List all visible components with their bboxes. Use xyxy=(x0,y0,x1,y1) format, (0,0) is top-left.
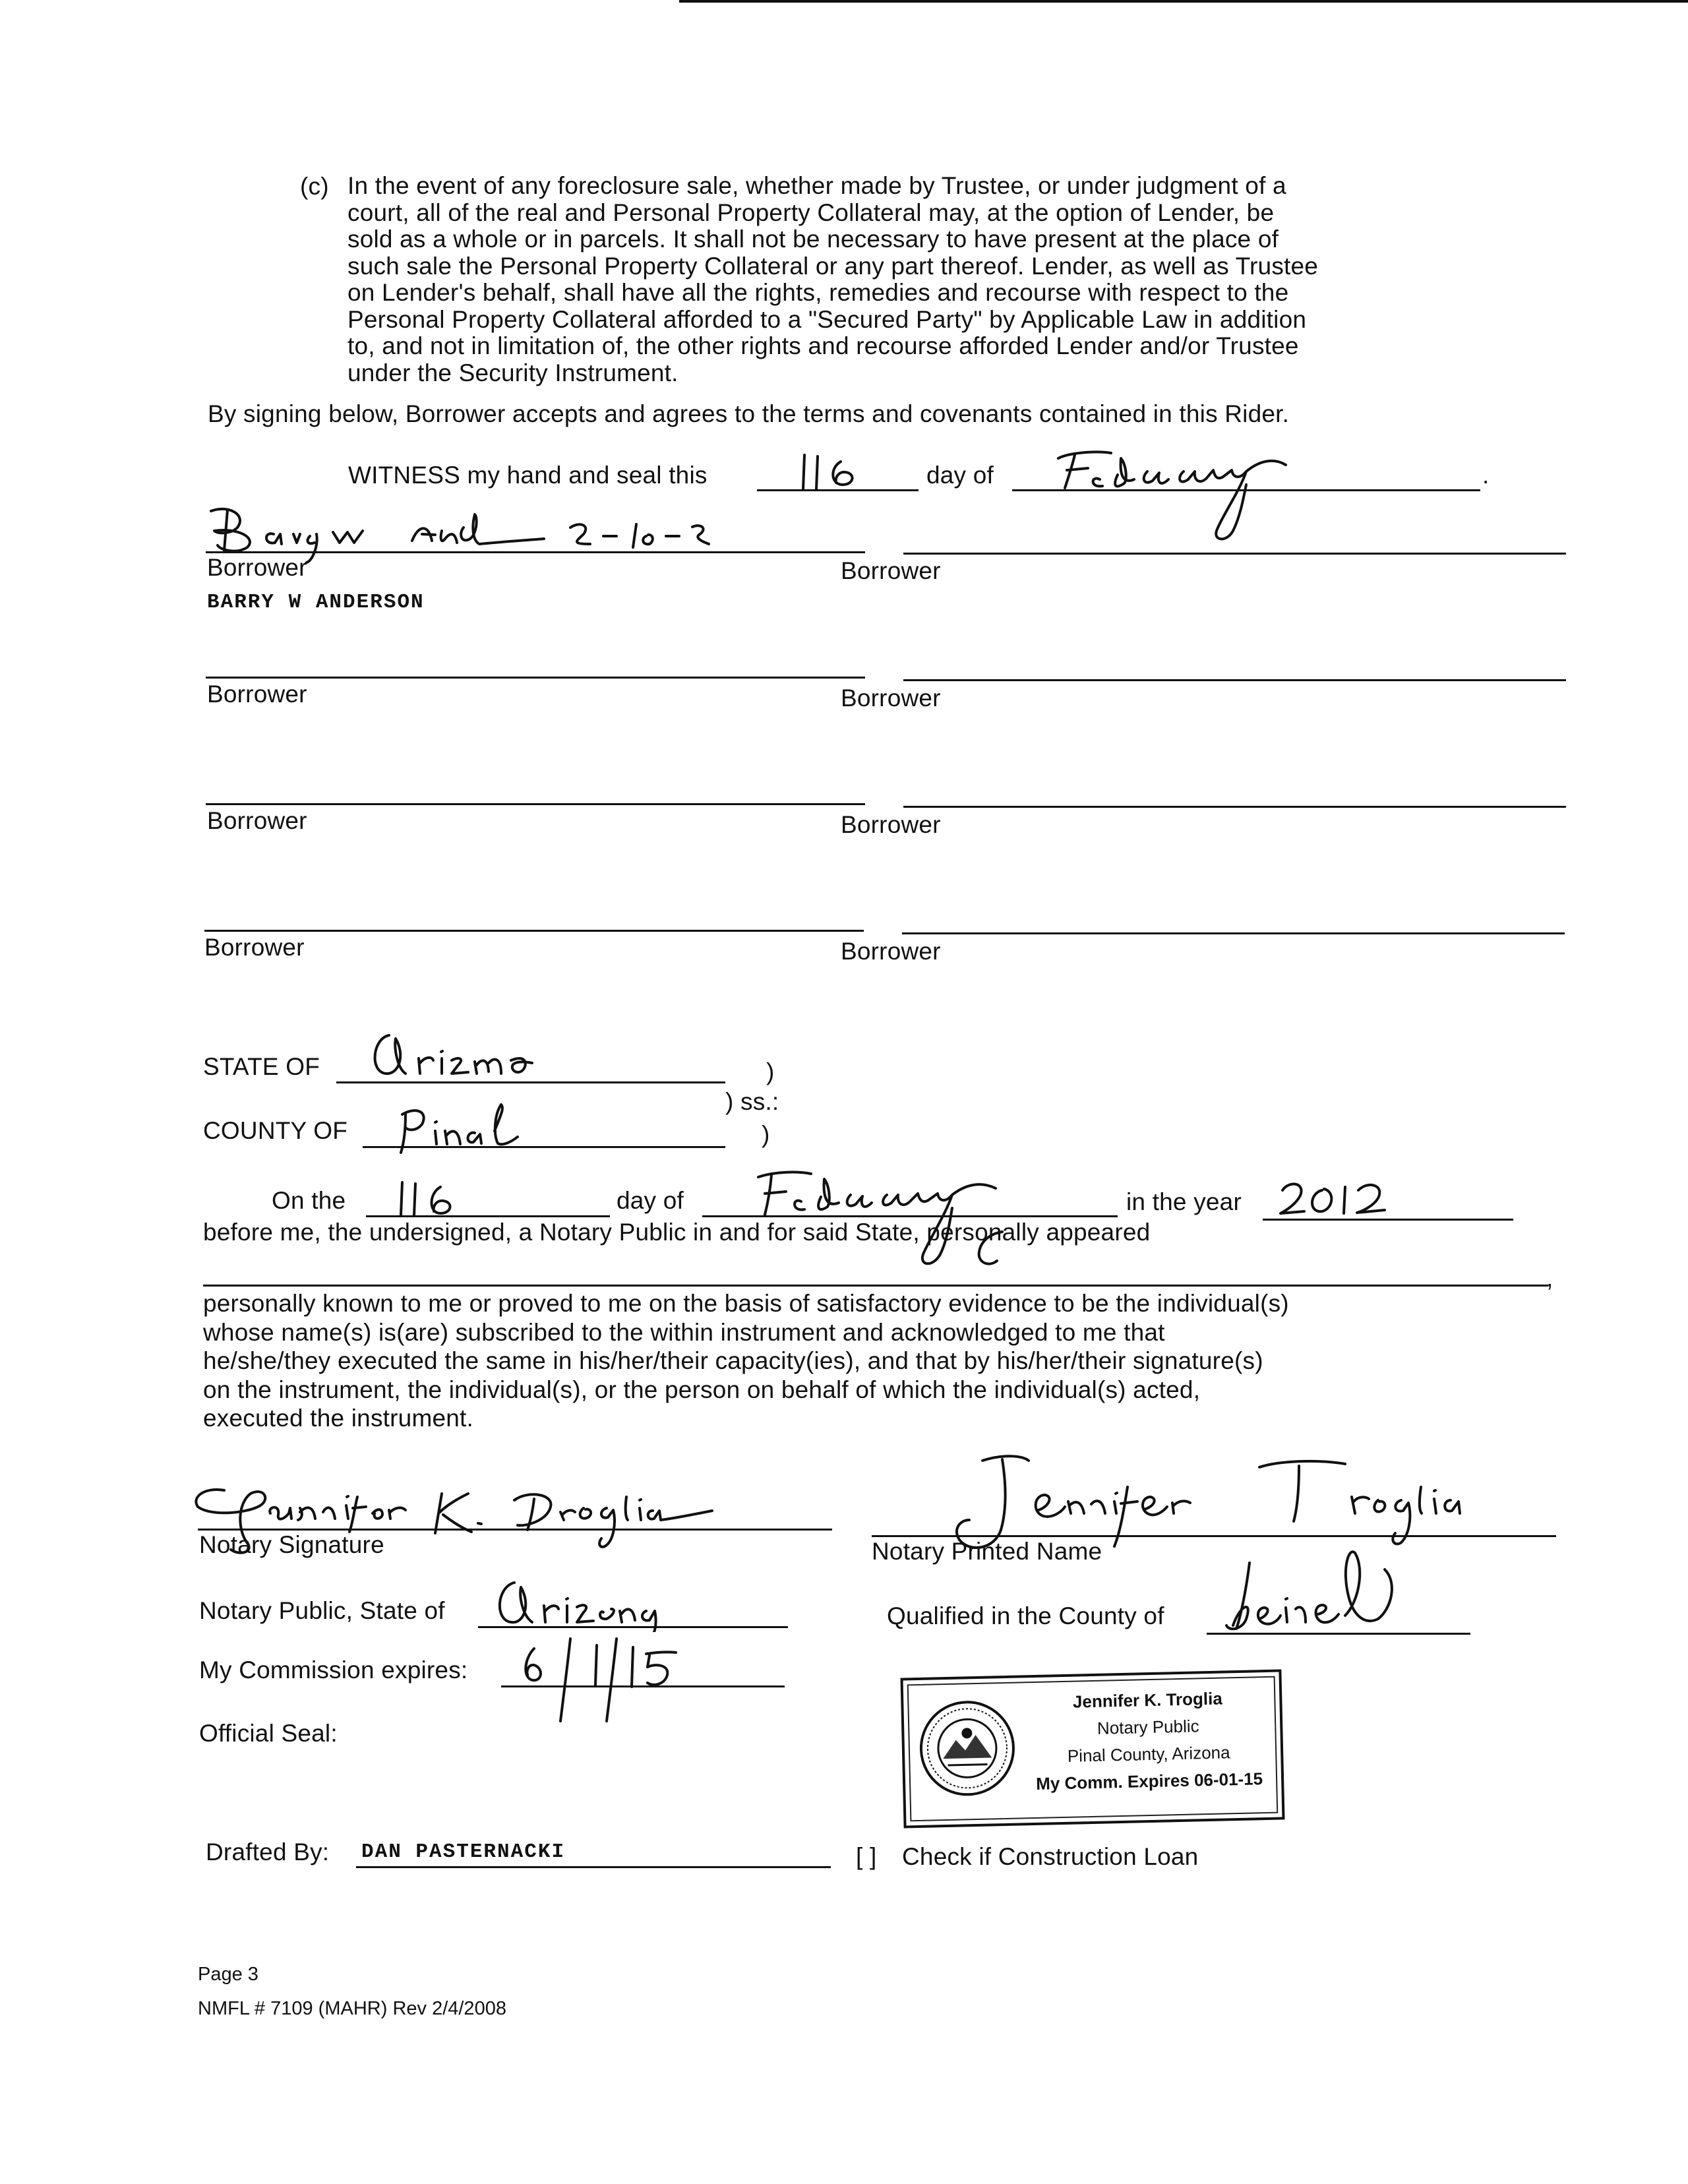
notary-body-text xyxy=(203,1289,1575,1433)
clause-c-line: under the Security Instrument. xyxy=(347,359,678,386)
on-day-handwriting xyxy=(389,1177,481,1220)
year-handwriting xyxy=(1273,1170,1404,1220)
borrower-line-2a xyxy=(206,677,865,679)
appeared-line-comma: , xyxy=(1546,1265,1553,1292)
form-id: NMFL # 7109 (MAHR) Rev 2/4/2008 xyxy=(198,1998,506,2019)
witness-month-handwriting xyxy=(1048,439,1325,547)
witness-middle: day of xyxy=(926,462,994,489)
witness-day-handwriting xyxy=(791,448,877,495)
borrower-label: Borrower xyxy=(841,811,941,838)
borrower-label: Borrower xyxy=(207,807,307,834)
clause-c-line: to, and not in limitation of, the other rights and recourse afforded Lender and/or Trustee xyxy=(347,332,1299,359)
drafted-by-value: DAN PASTERNACKI xyxy=(361,1840,566,1864)
borrower-label: Borrower xyxy=(841,557,941,584)
stamp-line: Jennifer K. Troglia xyxy=(1072,1688,1223,1712)
drafted-by-line xyxy=(356,1866,831,1868)
borrower-label: Borrower xyxy=(841,938,941,965)
arizona-seal-icon xyxy=(917,1698,1017,1799)
appeared-line xyxy=(203,1285,1548,1287)
state-paren: ) xyxy=(766,1058,775,1085)
before-me-text: before me, the undersigned, a Notary Public in and for said State, personally appeared xyxy=(203,1219,1151,1246)
witness-prefix: WITNESS my hand and seal this xyxy=(348,462,708,489)
borrower-label: Borrower xyxy=(841,684,941,712)
stamp-text xyxy=(1022,1684,1275,1798)
borrower-line-4b xyxy=(902,932,1565,934)
borrower-line-2b xyxy=(903,679,1566,681)
notary-signature-label: Notary Signature xyxy=(199,1531,384,1558)
notary-body-line: whose name(s) is(are) subscribed to the within instrument and acknowledged to me that xyxy=(203,1318,1165,1346)
county-paren: ) xyxy=(762,1121,770,1148)
construction-checkbox[interactable]: [ ] xyxy=(856,1843,877,1870)
on-day-of-label: day of xyxy=(617,1187,684,1214)
top-edge-line xyxy=(679,0,1688,3)
witness-suffix: . xyxy=(1482,462,1490,489)
stamp-line: My Comm. Expires 06-01-15 xyxy=(1035,1769,1263,1794)
notary-county-handwriting xyxy=(1200,1543,1418,1639)
state-handwriting xyxy=(359,1022,577,1085)
borrower-line-1b xyxy=(903,553,1566,555)
borrower-line-3a xyxy=(206,803,865,805)
notary-body-line: executed the instrument. xyxy=(203,1405,473,1432)
borrower-label: Borrower xyxy=(204,934,305,961)
stamp-line: Pinal County, Arizona xyxy=(1067,1742,1230,1766)
clause-c-line: sold as a whole or in parcels. It shall not be necessary to have present at the place of xyxy=(347,226,1279,253)
before-me-stray-mark xyxy=(963,1227,1015,1273)
clause-c-line: such sale the Personal Property Collateral or any part thereof. Lender, as well as Trustee xyxy=(347,252,1319,280)
clause-c-marker: (c) xyxy=(300,173,329,200)
county-label: COUNTY OF xyxy=(203,1117,348,1144)
on-the-label: On the xyxy=(272,1187,346,1214)
state-label: STATE OF xyxy=(203,1053,320,1080)
clause-c-line: In the event of any foreclosure sale, whether made by Trustee, or under judgment of a xyxy=(347,172,1286,199)
clause-c-line: on Lender's behalf, shall have all the rights, remedies and recourse with respect to the xyxy=(347,279,1289,306)
borrower-label: Borrower xyxy=(207,681,307,708)
notary-body-line: personally known to me or proved to me on the basis of satisfactory evidence to be the individual(s) xyxy=(203,1290,1289,1317)
county-handwriting xyxy=(389,1095,547,1157)
commission-handwriting xyxy=(508,1622,706,1734)
borrower-label: Borrower xyxy=(207,554,307,581)
notary-body-line: he/she/they executed the same in his/her/their capacity(ies), and that by his/her/their signature(s) xyxy=(203,1347,1263,1374)
official-seal-label: Official Seal: xyxy=(199,1720,338,1747)
ss-mark: ) ss.: xyxy=(725,1088,779,1115)
construction-label: Check if Construction Loan xyxy=(902,1843,1199,1870)
in-the-year-label: in the year xyxy=(1126,1188,1242,1215)
notary-signature-line xyxy=(198,1529,832,1531)
stamp-line: Notary Public xyxy=(1097,1716,1199,1738)
drafted-by-label: Drafted By: xyxy=(206,1838,330,1866)
notary-state-label: Notary Public, State of xyxy=(199,1597,445,1624)
notary-county-label: Qualified in the County of xyxy=(887,1602,1164,1629)
clause-c-text xyxy=(347,173,1482,386)
notary-body-line: on the instrument, the individual(s), or the person on behalf of which the individual(s) acted, xyxy=(203,1376,1201,1403)
notary-printed-name-line xyxy=(872,1535,1556,1537)
borrower-line-4a xyxy=(204,930,864,932)
borrower-printed-name: BARRY W ANDERSON xyxy=(207,591,425,614)
notary-printed-name-label: Notary Printed Name xyxy=(872,1538,1102,1565)
commission-label: My Commission expires: xyxy=(199,1656,468,1684)
page-number: Page 3 xyxy=(198,1964,258,1985)
agreement-text: By signing below, Borrower accepts and agrees to the terms and covenants contained in this Rider. xyxy=(208,400,1290,427)
clause-c-line: Personal Property Collateral afforded to a "Secured Party" by Applicable Law in addition xyxy=(347,305,1307,333)
borrower-line-3b xyxy=(903,806,1566,808)
clause-c-line: court, all of the real and Personal Property Collateral may, at the option of Lender, be xyxy=(347,198,1275,226)
borrower-line-1a xyxy=(206,551,865,553)
notary-stamp xyxy=(900,1669,1284,1828)
